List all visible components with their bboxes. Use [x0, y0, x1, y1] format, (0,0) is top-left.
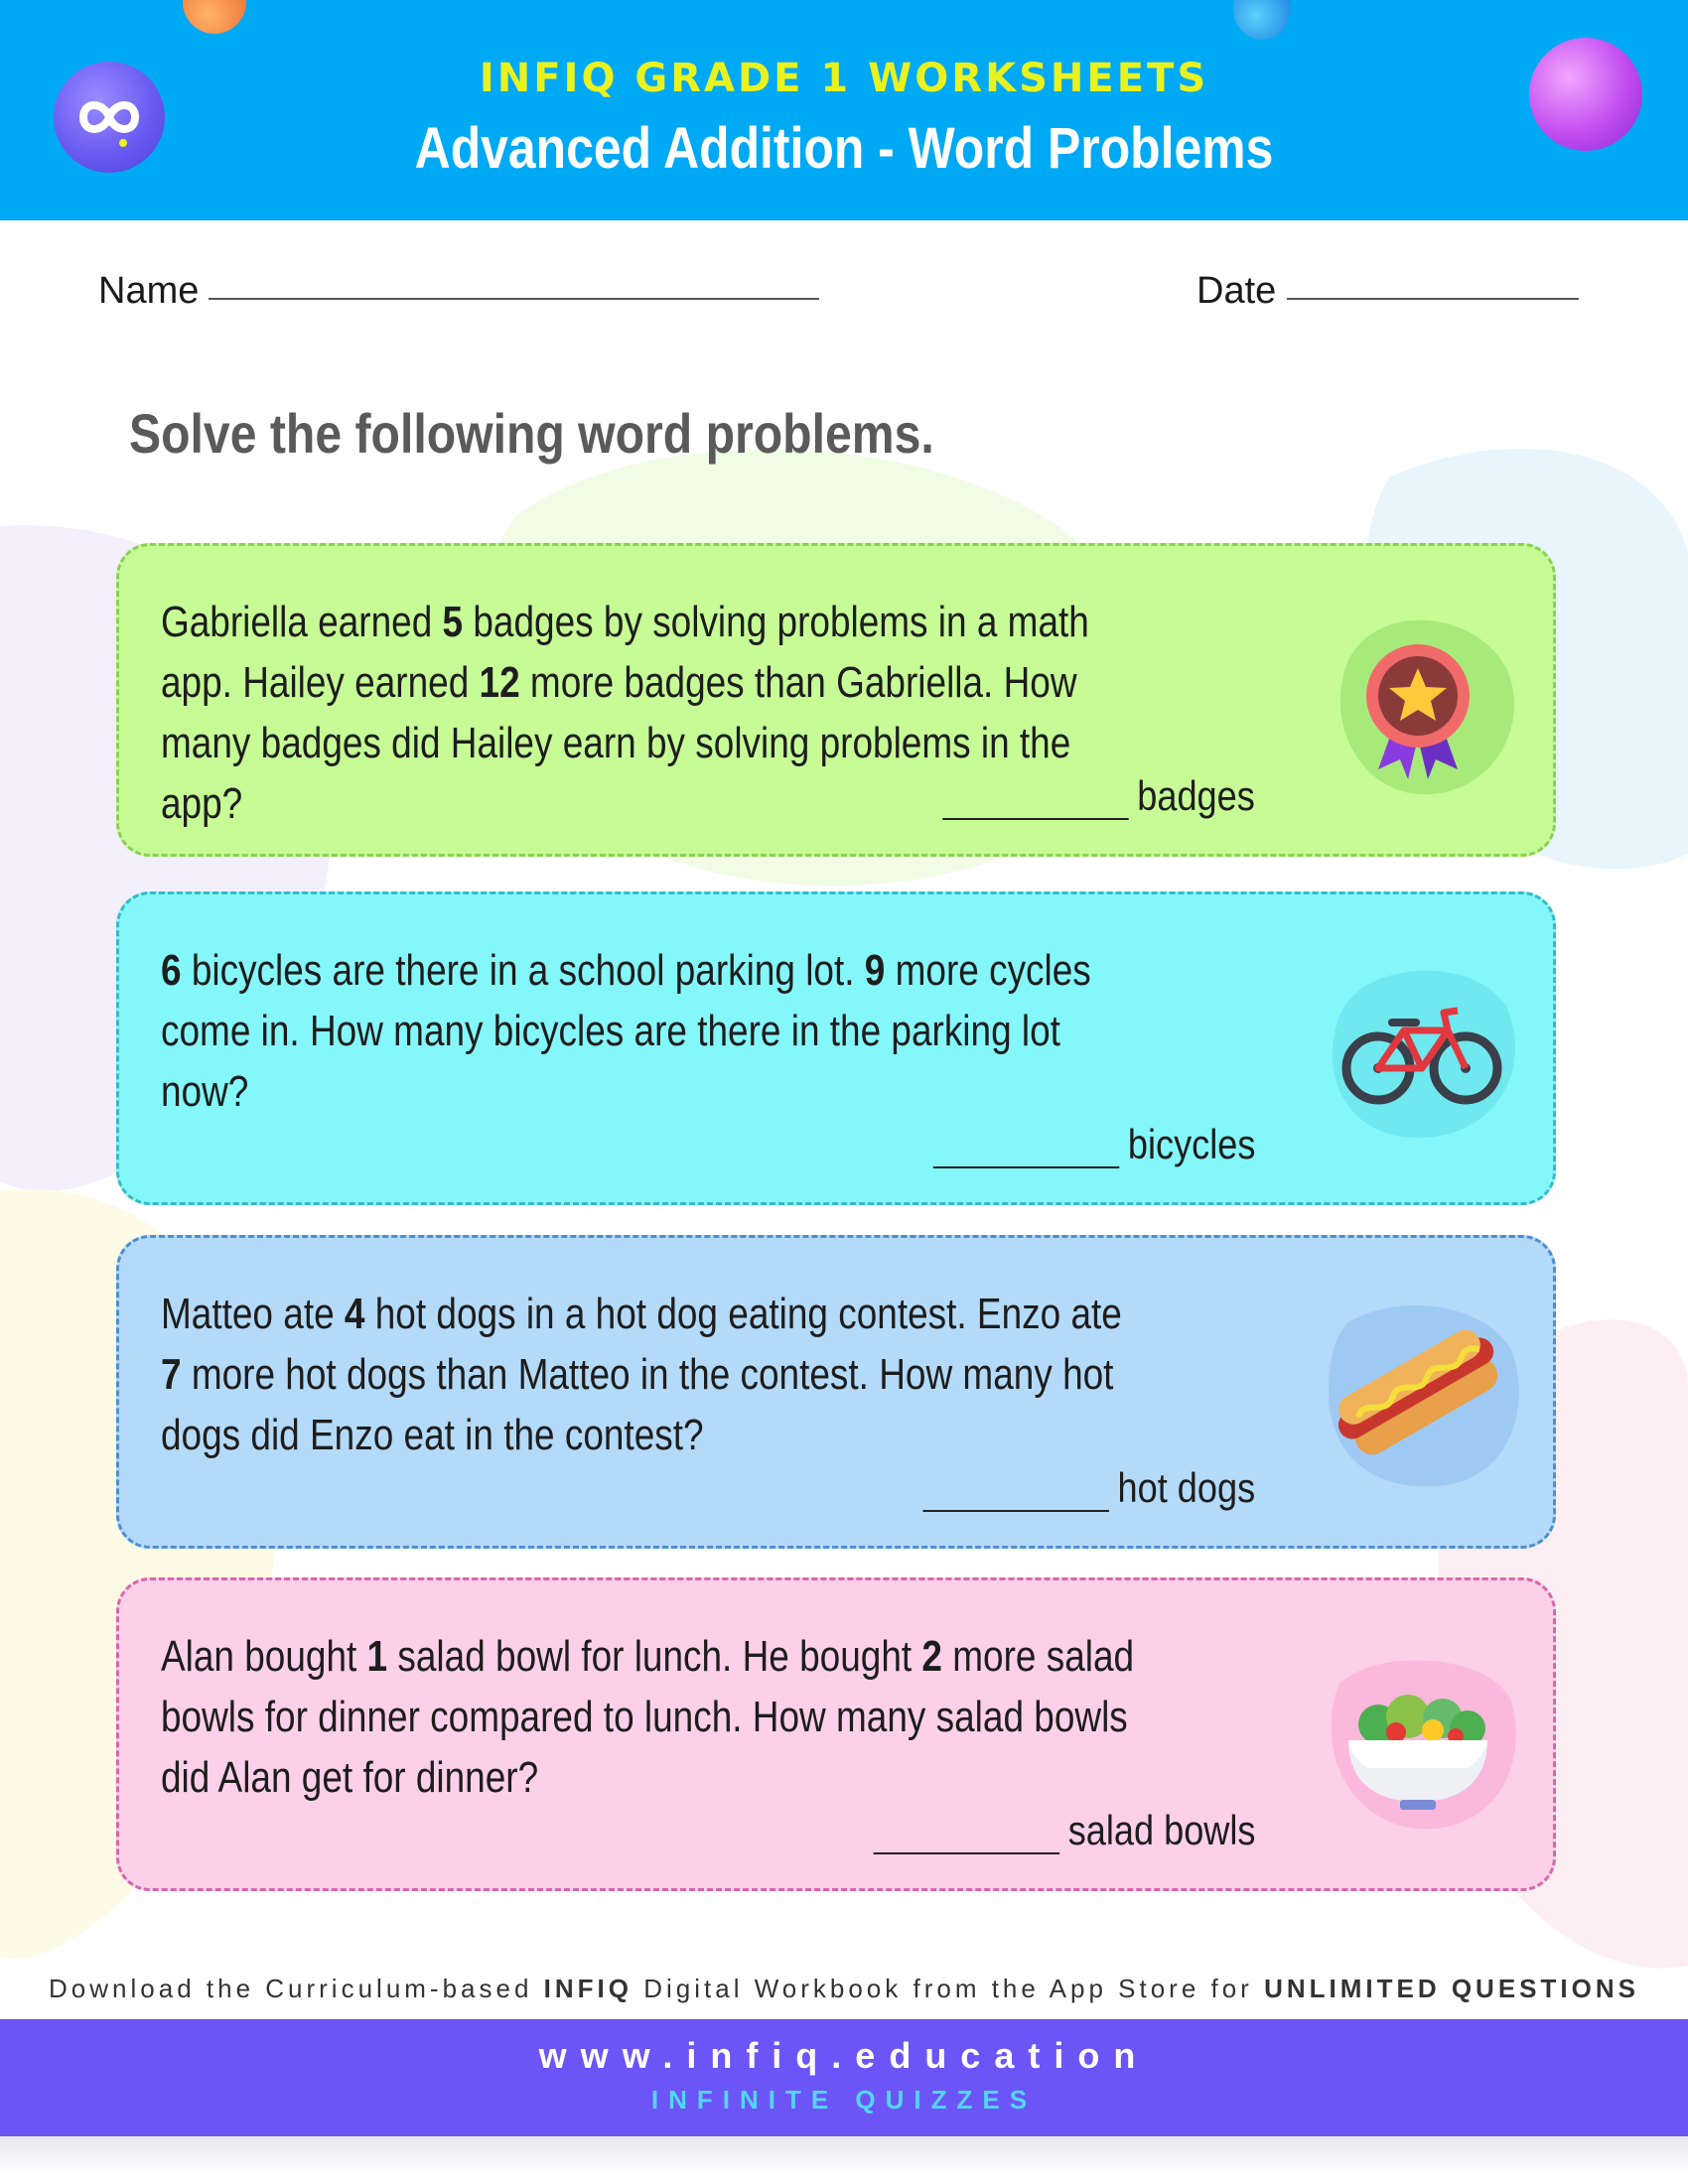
problem-card-badges — [116, 543, 1556, 857]
decorative-orange-ball-icon — [183, 0, 246, 34]
answer-unit: salad bowls — [1067, 1807, 1255, 1853]
worksheet-title: Advanced Addition - Word Problems — [414, 116, 1274, 181]
footer-shadow — [0, 2136, 1688, 2176]
problem-text: Alan bought 1 salad bowl for lunch. He bought 2 more salad bowls for dinner compared to lunch. How many salad bowls did Alan get for dinner? — [161, 1632, 1135, 1802]
answer-blank[interactable] — [922, 1470, 1108, 1512]
answer-unit: hot dogs — [1117, 1464, 1255, 1511]
name-field[interactable] — [209, 298, 819, 300]
date-label: Date — [1196, 270, 1277, 312]
answer-unit: bicycles — [1127, 1121, 1255, 1167]
website-link[interactable]: www.infiq.education — [538, 2035, 1150, 2076]
salad-bowl-icon — [1309, 1625, 1527, 1843]
answer-blank[interactable] — [873, 1813, 1058, 1854]
worksheet-footer — [0, 2019, 1688, 2136]
problem-card-bicycles — [116, 891, 1556, 1205]
app-store-promo: Download the Curriculum-based INFIQ Digital Workbook from the App Store for UNLIMITED QUESTIONS — [49, 1974, 1639, 2003]
problem-card-salad-bowls — [116, 1577, 1556, 1891]
answer-blank[interactable] — [932, 1127, 1118, 1168]
answer-blank[interactable] — [942, 778, 1128, 820]
decorative-blue-ball-icon — [1233, 0, 1291, 40]
medal-icon — [1309, 591, 1527, 809]
worksheet-series: INFIQ GRADE 1 WORKSHEETS — [479, 56, 1209, 101]
bicycle-icon — [1309, 939, 1527, 1158]
answer-field[interactable] — [873, 1807, 1255, 1854]
answer-field[interactable] — [932, 1121, 1255, 1168]
problem-text: Matteo ate 4 hot dogs in a hot dog eating contest. Enzo ate 7 more hot dogs than Matteo in the contest. How many hot dogs did Enzo eat in the contest? — [161, 1290, 1122, 1459]
instruction-heading: Solve the following word problems. — [129, 402, 934, 465]
name-label: Name — [98, 270, 200, 312]
hot-dog-icon — [1309, 1283, 1527, 1501]
answer-field[interactable] — [922, 1464, 1255, 1512]
footer-tagline: INFINITE QUIZZES — [650, 2085, 1038, 2115]
problem-text: 6 bicycles are there in a school parking lot. 9 more cycles come in. How many bicycles are there in the parking lot now? — [161, 946, 1091, 1116]
answer-unit: badges — [1137, 772, 1255, 819]
problem-card-hot-dogs — [116, 1235, 1556, 1549]
problem-text: Gabriella earned 5 badges by solving problems in a math app. Hailey earned 12 more badges than Gabriella. How many badges did Hailey earn by solving problems in the app? — [161, 598, 1089, 828]
answer-field[interactable] — [942, 772, 1255, 820]
worksheet-header — [0, 0, 1688, 220]
date-field[interactable] — [1287, 298, 1579, 300]
